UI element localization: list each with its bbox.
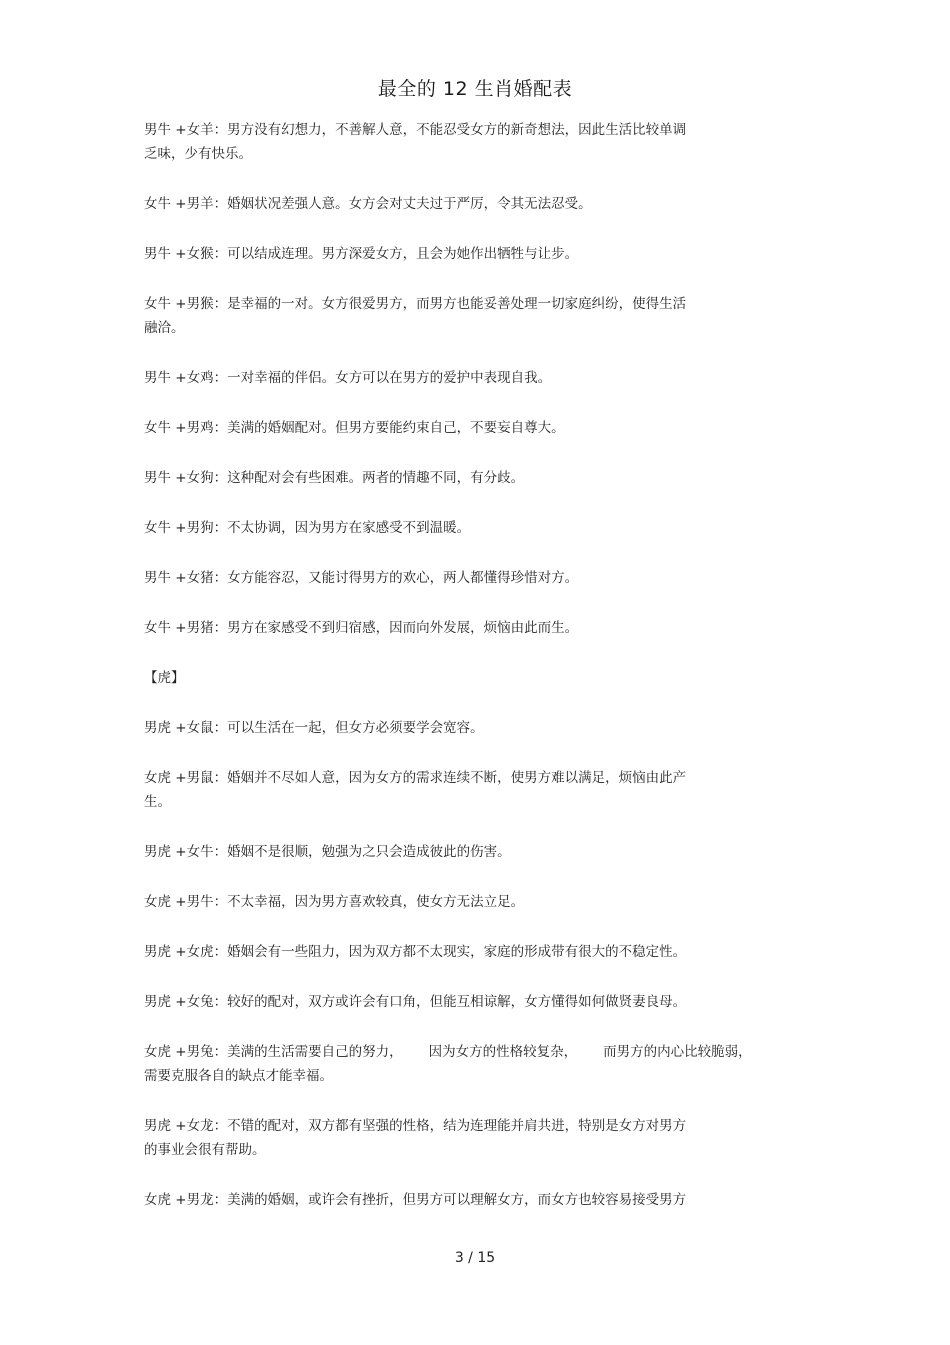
text-line: 女牛 +男猪：男方在家感受不到归宿感，因而向外发展，烦恼由此而生。: [144, 620, 579, 636]
paragraph: [144, 416, 804, 440]
page-number: 3 / 15: [454, 1250, 496, 1266]
page-title: 最全的 12 生肖婚配表: [377, 78, 573, 100]
text-line: 男牛 +女羊：男方没有幻想力，不善解人意，不能忍受女方的新奇想法，因此生活比较单调: [144, 122, 687, 138]
text-line: 男牛 +女猪：女方能容忍，又能讨得男方的欢心，两人都懂得珍惜对方。: [144, 570, 579, 586]
paragraph: [144, 566, 804, 590]
text-line: 男虎 +女龙：不错的配对，双方都有坚强的性格，结为连理能并肩共进，特别是女方对男方: [144, 1118, 687, 1134]
text-line: 乏味，少有快乐。: [144, 146, 252, 162]
text-segment: 而男方的内心比较脆弱，: [603, 1044, 752, 1060]
paragraph: [144, 516, 804, 540]
text-line: 男牛 +女狗：这种配对会有些困难。两者的情趣不同，有分歧。: [144, 470, 525, 486]
text-line: 女虎 +男牛：不太幸福，因为男方喜欢较真，使女方无法立足。: [144, 894, 525, 910]
paragraph: [144, 192, 804, 216]
text-line: 男虎 +女虎：婚姻会有一些阻力，因为双方都不太现实，家庭的形成带有很大的不稳定性。: [144, 944, 687, 960]
text-line: 男虎 +女牛：婚姻不是很顺，勉强为之只会造成彼此的伤害。: [144, 844, 511, 860]
paragraph: [144, 1114, 804, 1162]
text-line: 融洽。: [144, 320, 185, 336]
text-line: 的事业会很有帮助。: [144, 1142, 266, 1158]
text-segment: 女虎 +男兔：美满的生活需要自己的努力，: [144, 1044, 403, 1060]
paragraph: [144, 366, 804, 390]
text-line: 男牛 +女猴：可以结成连理。男方深爱女方，且会为她作出牺牲与让步。: [144, 246, 579, 262]
paragraph: [144, 840, 804, 864]
section-heading: 【虎】: [144, 670, 185, 686]
text-line: 女虎 +男龙：美满的婚姻，或许会有挫折，但男方可以理解女方，而女方也较容易接受男方: [144, 1192, 687, 1208]
paragraph: [144, 292, 804, 340]
text-line: 男牛 +女鸡：一对幸福的伴侣。女方可以在男方的爱护中表现自我。: [144, 370, 552, 386]
paragraph: [144, 466, 804, 490]
text-line: [144, 1040, 804, 1064]
text-line: 女牛 +男狗：不太协调，因为男方在家感受不到温暖。: [144, 520, 471, 536]
text-line: 需要克服各自的缺点才能幸福。: [144, 1068, 333, 1084]
text-line: 女牛 +男猴：是幸福的一对。女方很爱男方，而男方也能妥善处理一切家庭纠纷，使得生活: [144, 296, 687, 312]
text-line: 女牛 +男鸡：美满的婚姻配对。但男方要能约束自己，不要妄自尊大。: [144, 420, 565, 436]
paragraph: [144, 716, 804, 740]
paragraph: [144, 990, 804, 1014]
paragraph: [144, 766, 804, 814]
text-line: 生。: [144, 794, 171, 810]
paragraph: [144, 118, 804, 166]
paragraph: [144, 1040, 804, 1088]
text-line: 男虎 +女兔：较好的配对，双方或许会有口角，但能互相谅解，女方懂得如何做贤妻良母。: [144, 994, 687, 1010]
paragraph: [144, 1188, 804, 1212]
paragraph: [144, 890, 804, 914]
text-line: 男虎 +女鼠：可以生活在一起，但女方必须要学会宽容。: [144, 720, 484, 736]
text-line: 女虎 +男鼠：婚姻并不尽如人意，因为女方的需求连续不断，使男方难以满足，烦恼由此产: [144, 770, 687, 786]
document-body: [144, 118, 804, 1238]
text-segment: 因为女方的性格较复杂，: [428, 1044, 578, 1060]
text-line: 女牛 +男羊：婚姻状况差强人意。女方会对丈夫过于严厉，令其无法忍受。: [144, 196, 592, 212]
paragraph: [144, 940, 804, 964]
paragraph: [144, 242, 804, 266]
paragraph: [144, 616, 804, 640]
